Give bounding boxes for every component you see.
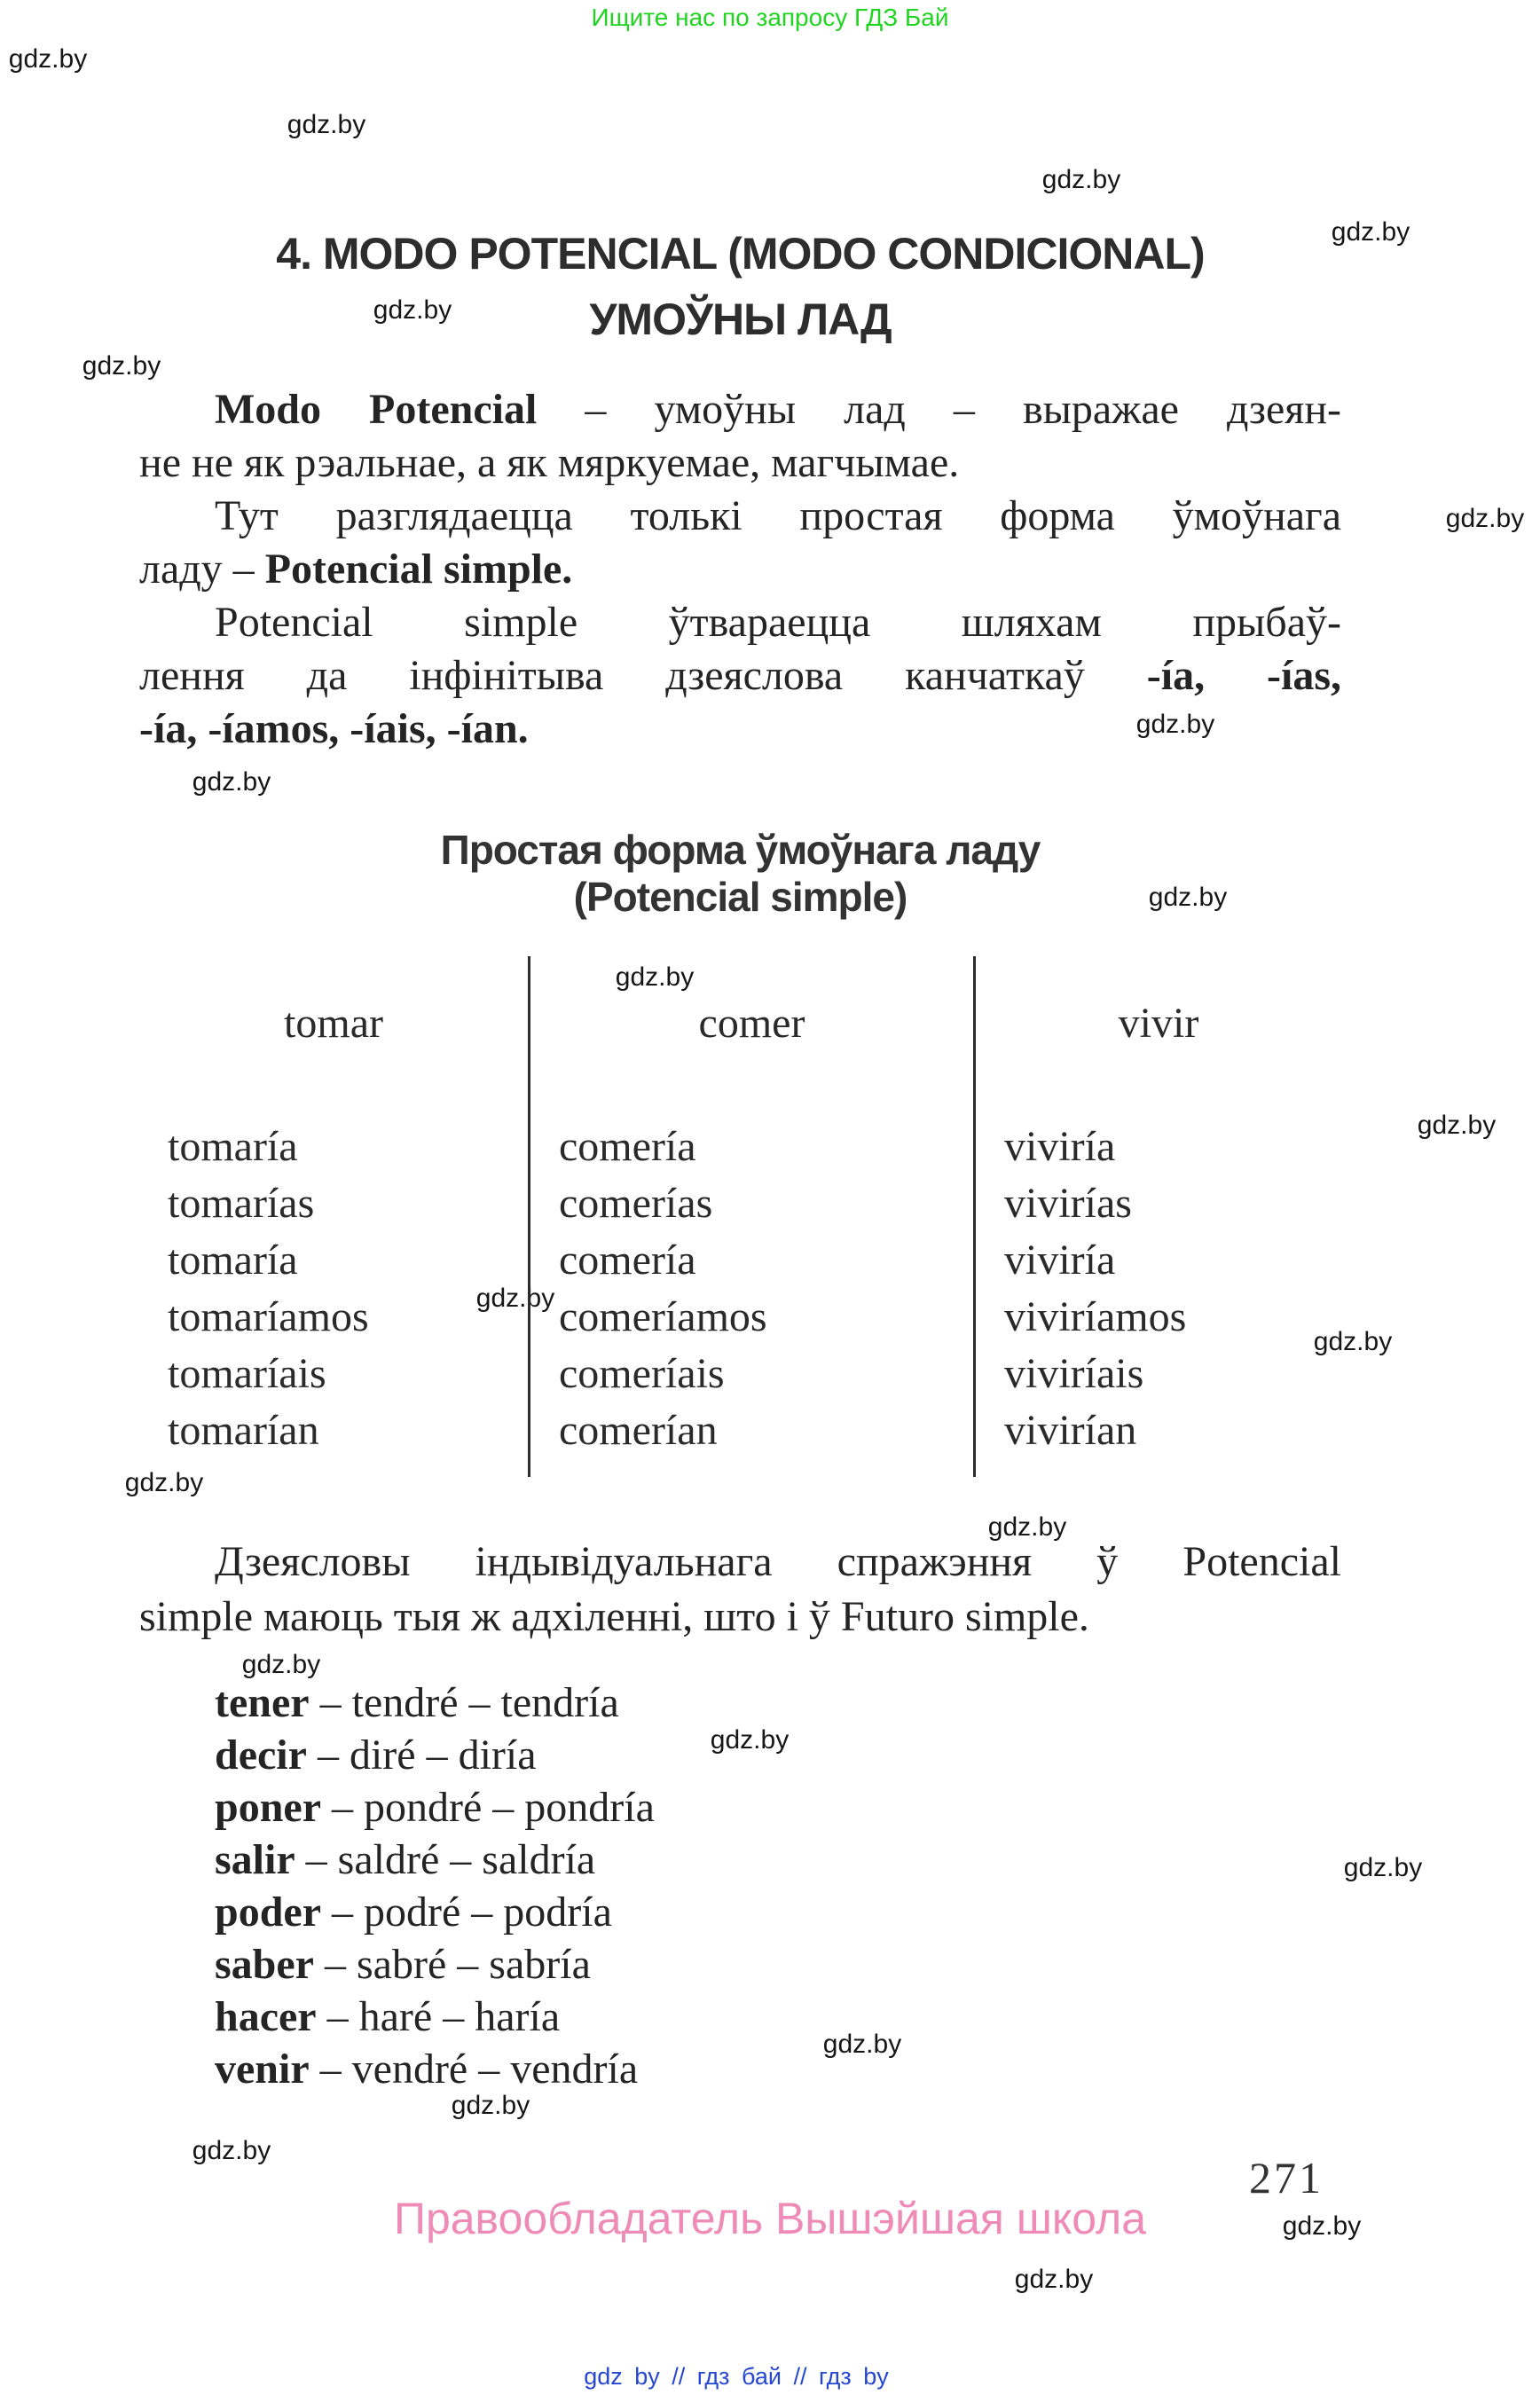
verb-form: comería [559,1237,696,1284]
irregular-verbs-paragraph [139,1535,1341,1645]
verb-infinitive: poder [215,1889,321,1936]
verb-infinitive: tener [215,1679,310,1726]
verb-potencial: diría [458,1732,537,1779]
verb-futuro: sabré [356,1941,447,1988]
separator: – [321,1889,364,1936]
verb-potencial: vendría [510,2046,639,2093]
gdz-watermark: gdz.by [124,1468,204,1497]
verb-potencial: pondría [524,1784,655,1831]
verb-form: viviríamos [1004,1293,1187,1340]
paragraph-line [139,703,1341,756]
verb-form: vivirían [1004,1407,1137,1454]
gdz-watermark: gdz.by [710,1725,790,1755]
gdz-watermark: gdz.by [1041,165,1121,194]
gdz-watermark: gdz.by [1343,1853,1423,1882]
verb-form: vivirías [1004,1180,1132,1227]
verb-form: tomarían [168,1407,319,1454]
gdz-watermark: gdz.by [8,44,88,74]
separator: – [306,1732,350,1779]
verb-form: tomaríamos [168,1293,369,1340]
verb-futuro: tendré [351,1679,459,1726]
irregular-verbs-list [215,1677,655,2095]
top-search-banner: Ищите нас по запросу ГДЗ Бай [591,4,949,31]
separator: – [446,1941,490,1988]
separator: – [321,1784,364,1831]
conjugation-table [139,956,1341,1477]
paragraph-line: не не як рэальнае, а як мяркуемае, магчымае. [139,439,960,486]
irregular-verb-row [215,1729,655,1781]
separator: – [313,1941,357,1988]
irregular-verb-row [215,1781,655,1834]
verb-futuro: pondré [364,1784,483,1831]
intro-paragraphs [139,383,1341,756]
gdz-watermark: gdz.by [451,2091,530,2120]
verb-futuro: diré [349,1732,416,1779]
verb-form: comerían [559,1407,718,1454]
irregular-verb-row [215,1834,655,1886]
bold-term: Modo Potencial [215,386,538,433]
verb-futuro: saldré [337,1836,440,1883]
gdz-watermark: gdz.by [1135,710,1215,739]
irregular-verb-row [215,2043,655,2095]
separator: – [439,1836,483,1883]
page-number: 271 [1249,2153,1324,2203]
verb-form: tomaría [168,1123,298,1170]
gdz-watermark: gdz.by [373,295,452,325]
irregular-verb-row [215,1938,655,1991]
paragraph-line: Potencial simple ўтвараецца шляхам прыбаў- [215,599,1341,646]
column-forms [976,1041,1341,1459]
verb-infinitive: salir [215,1836,295,1883]
gdz-watermark: gdz.by [192,2136,271,2165]
verb-form: tomaría [168,1237,298,1284]
paragraph-text: – умоўны лад – выражае дзеян- [537,386,1342,433]
footer-links: gdz by // гдз бай // гдз by [584,2363,889,2390]
paragraph-line [139,543,1341,596]
gdz-watermark: gdz.by [192,767,271,797]
column-forms [139,1041,528,1459]
gdz-watermark: gdz.by [287,110,366,139]
verb-potencial: sabría [489,1941,591,1988]
separator: – [309,1679,352,1726]
table-column-comer [528,956,973,1477]
separator: – [468,2046,511,2093]
verb-form: viviría [1004,1237,1116,1284]
gdz-watermark: gdz.by [987,1512,1067,1542]
verb-futuro: podré [364,1889,461,1936]
bold-endings: -ía, -íamos, -íais, -ían. [139,705,529,752]
verb-form: comeríamos [559,1293,767,1340]
gdz-watermark: gdz.by [1014,2265,1094,2294]
separator: – [316,1993,359,2040]
verb-potencial: tendría [500,1679,619,1726]
verb-form: tomarías [168,1180,315,1227]
verb-infinitive: venir [215,2046,310,2093]
paragraph-line: simple маюць тыя ж адхіленні, што і ў Futuro simple. [139,1593,1089,1640]
section-title: 4. MODO POTENCIAL (MODO CONDICIONAL) [276,229,1205,279]
verb-form: comerías [559,1180,713,1227]
gdz-watermark: gdz.by [1313,1327,1393,1356]
table-column-vivir [973,956,1341,1477]
table-column-tomar [139,956,528,1477]
table-heading [139,827,1341,921]
gdz-watermark: gdz.by [1445,504,1525,533]
separator: – [458,1679,501,1726]
verb-infinitive: poner [215,1784,321,1831]
irregular-verb-row [215,1991,655,2043]
separator: – [415,1732,459,1779]
verb-potencial: haría [475,1993,561,2040]
paragraph-line: Дзеясловы індывідуальнага спражэння ў Potencial [215,1538,1341,1585]
irregular-verb-row [215,1677,655,1729]
verb-form: comeríais [559,1350,725,1397]
section-subtitle: УМОЎНЫ ЛАД [589,294,892,344]
gdz-watermark: gdz.by [615,962,695,992]
verb-form: viviría [1004,1123,1116,1170]
bold-term: Potencial simple. [264,546,573,593]
column-header: vivir [1118,1000,1199,1047]
separator: – [295,1836,338,1883]
paragraph-line: Тут разглядаецца толькі простая форма ўмоўнага [215,492,1341,539]
verb-form: viviríais [1004,1350,1144,1397]
verb-potencial: saldría [482,1836,596,1883]
verb-futuro: vendré [351,2046,468,2093]
paragraph-line [139,383,1341,436]
gdz-watermark: gdz.by [82,351,161,381]
separator: – [460,1889,504,1936]
separator: – [309,2046,352,2093]
gdz-watermark: gdz.by [1148,883,1228,912]
column-header: tomar [284,1000,383,1047]
verb-infinitive: hacer [215,1993,317,2040]
verb-infinitive: decir [215,1732,307,1779]
table-heading-line1: Простая форма ўмоўнага ладу [440,827,1041,873]
column-forms [530,1041,973,1459]
gdz-watermark: gdz.by [241,1650,321,1679]
gdz-watermark: gdz.by [1331,217,1410,247]
separator: – [432,1993,475,2040]
bold-endings: -ía, -ías, [1146,652,1341,699]
column-header: comer [698,1000,805,1047]
separator: – [482,1784,525,1831]
paragraph-text: лення да інфінітыва дзеяслова канчаткаў [139,652,1147,699]
gdz-watermark: gdz.by [1417,1111,1497,1140]
irregular-verb-row [215,1886,655,1938]
verb-futuro: haré [358,1993,433,2040]
table-heading-line2: (Potencial simple) [573,874,908,920]
verb-infinitive: saber [215,1941,314,1988]
copyright-footer: Правообладатель Вышэйшая школа [394,2194,1146,2243]
gdz-watermark: gdz.by [1282,2211,1362,2241]
gdz-watermark: gdz.by [822,2030,902,2059]
verb-form: tomaríais [168,1350,326,1397]
verb-potencial: podría [503,1889,612,1936]
paragraph-line [139,649,1341,703]
paragraph-text: ладу – [139,546,265,593]
gdz-watermark: gdz.by [475,1284,555,1313]
verb-form: comería [559,1123,696,1170]
